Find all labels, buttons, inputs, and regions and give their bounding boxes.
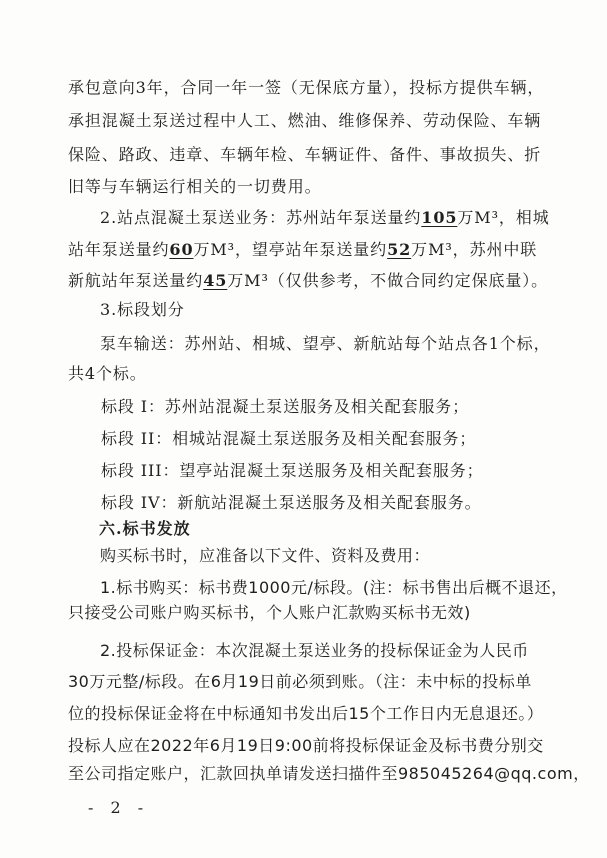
section-heading: 六.标书发放 <box>99 519 191 538</box>
text-line: 购买标书时，应准备以下文件、资料及费用： <box>100 546 431 565</box>
wangting-volume-value: 52 <box>387 240 412 259</box>
text-line: 30万元整/标段。在6月19日前必须到账。（注：未中标的投标单 <box>68 672 532 691</box>
suzhou-volume-value: 105 <box>421 208 458 227</box>
pump-volume-line-3 <box>68 271 548 291</box>
lot-item: 标段 III：望亭站混凝土泵送服务及相关配套服务； <box>101 461 484 480</box>
xinhang-volume-value: 45 <box>203 271 228 290</box>
pump-volume-line-1 <box>100 208 550 228</box>
page-number: - 2 - <box>88 798 150 817</box>
lot-item: 标段 II：相城站混凝土泵送服务及相关配套服务； <box>101 429 477 448</box>
text-line: 投标人应在2022年6月19日9:00前将投标保证金及标书费分别交 <box>68 736 544 755</box>
xiangcheng-volume-value: 60 <box>169 240 194 259</box>
text-line: 旧等与车辆运行相关的一切费用。 <box>68 177 322 196</box>
lot-item: 标段 I：苏州站混凝土泵送服务及相关配套服务； <box>101 397 470 416</box>
text-fragment: 万M³，苏州中联 <box>411 240 538 259</box>
text-fragment: 万M³（仅供参考，不做合同约定保底量）。 <box>227 271 549 290</box>
text-line: 只接受公司账户购买标书，个人账户汇款购买标书无效) <box>68 603 471 622</box>
text-line: 泵车输送：苏州站、相城、望亭、新航站每个站点各1个标， <box>100 334 551 353</box>
text-fragment: 新航站年泵送量约 <box>68 271 204 290</box>
text-line: 承包意向3年，合同一年一签（无保底方量），投标方提供车辆， <box>68 78 545 97</box>
pump-volume-line-2 <box>68 240 537 260</box>
text-line: 承担混凝土泵送过程中人工、燃油、维修保养、劳动保险、车辆 <box>68 111 542 130</box>
text-fragment: 万M³，相城 <box>457 208 550 227</box>
text-fragment: 站年泵送量约 <box>68 240 170 259</box>
text-line: 位的投标保证金将在中标通知书发出后15个工作日内无息退还。） <box>68 704 544 723</box>
text-line: 共4个标。 <box>68 364 147 383</box>
text-line: 2.投标保证金：本次混凝土泵送业务的投标保证金为人民币 <box>100 641 529 660</box>
text-line: 至公司指定账户，汇款回执单请发送扫描件至985045264@qq.com， <box>68 764 590 783</box>
text-line: 保险、路政、违章、车辆年检、车辆证件、备件、事故损失、折 <box>68 145 542 164</box>
text-fragment: 万M³，望亭站年泵送量约 <box>193 240 388 259</box>
text-line: 1.标书购买：标书费1000元/标段。(注：标书售出后概不退还， <box>100 578 568 597</box>
text-fragment: 2.站点混凝土泵送业务：苏州站年泵送量约 <box>100 208 422 227</box>
lot-item: 标段 IV：新航站混凝土泵送服务及相关配套服务。 <box>101 493 482 512</box>
section-subtitle: 3.标段划分 <box>100 300 185 319</box>
